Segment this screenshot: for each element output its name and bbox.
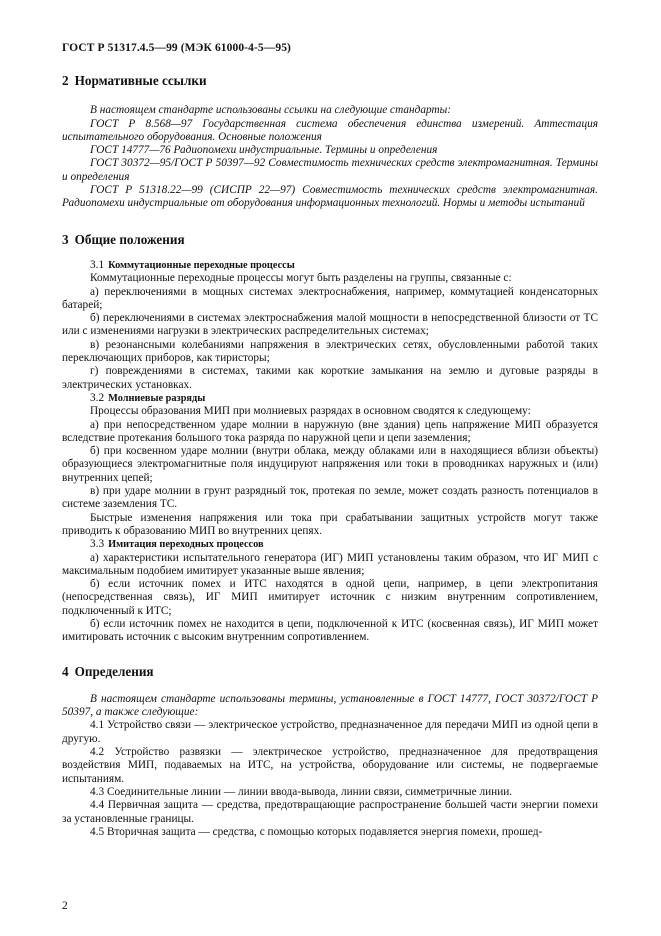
- list-item: б) если источник помех и ИТС находятся в одной цепи, например, в цепи электропитания (непосредственная связь), ИГ МИП имитирует источник с низким внутренним сопротивлением, подключенный к ИТС;: [62, 578, 598, 617]
- subsection-number: 3.3: [90, 538, 105, 551]
- section-number: 4: [62, 663, 69, 679]
- paragraph: Процессы образования МИП при молниевых разрядах в основном сводятся к следующему:: [90, 405, 531, 418]
- subsection-number: 3.2: [90, 391, 105, 404]
- definition-item: 4.2 Устройство развязки — электрическое устройство, предназначенное для предотвращения воздействия МИП, подаваемых на ИТС, на устройства, оборудование или системы, не подвергаемые испытаниям.: [62, 746, 598, 785]
- section-number: 3: [62, 231, 69, 247]
- subsection-3-1-heading: [62, 259, 598, 272]
- paragraph: Коммутационные переходные процессы могут быть разделены на группы, связанные с:: [90, 272, 512, 285]
- definition-item: 4.4 Первичная защита — средства, предотвращающие распространение большей части энергии помехи за установленные границы.: [62, 799, 598, 825]
- list-item: в) при ударе молнии в грунт разрядный ток, протекая по земле, может создать разность потенциалов в системе заземления ТС.: [62, 485, 598, 511]
- list-item: а) при непосредственном ударе молнии в наружную (вне здания) цепь напряжение МИП образуется вследствие протекания большого тока разряда по наружной цепи и цепи заземления;: [62, 418, 598, 444]
- reference-item: ГОСТ 30372—95/ГОСТ Р 50397—92 Совместимость технических средств электромагнитная. Термины и определения: [62, 157, 598, 183]
- subsection-number: 3.1: [90, 258, 105, 271]
- list-item: б) если источник помех не находится в цепи, подключенной к ИТС (косвенная связь), ИГ МИП может имитировать источник с высоким внутренним сопротивлением.: [62, 617, 598, 644]
- paragraph: В настоящем стандарте использованы ссылки на следующие стандарты:: [90, 104, 452, 117]
- definition-item: 4.5 Вторичная защита — средства, с помощью которых подавляется энергия помехи, прошед-: [90, 825, 543, 838]
- subsection-3-3-heading: [62, 538, 598, 551]
- definition-item: 4.1 Устройство связи — электрическое устройство, предназначенное для передачи МИП из одной цепи в другую.: [62, 719, 598, 745]
- section-number: 2: [62, 73, 69, 88]
- list-item: г) повреждениями в системах, такими как короткие замыкания на землю и дуговые разряды в электрических установках.: [62, 365, 598, 391]
- section-2-heading: [62, 74, 598, 87]
- section-title: Общие положения: [74, 231, 185, 247]
- section-title: Нормативные ссылки: [74, 73, 207, 88]
- paragraph: Быстрые изменения напряжения или тока при срабатывании защитных устройств могут также приводить к образованию МИП во внутренних цепях.: [62, 511, 598, 537]
- list-item: б) переключениями в системах электроснабжения малой мощности в непосредственной близости от ТС или с изменениями нагрузки в электрических распределительных системах;: [62, 312, 598, 338]
- subsection-3-2-heading: [62, 392, 598, 405]
- subsection-title: Коммутационные переходные процессы: [108, 259, 295, 271]
- list-item: б) при косвенном ударе молнии (внутри облака, между облаками или в находящиеся вблизи объекты) образующиеся электромагнитные поля индуцируют напряжения или токи в проводниках наружных и (или) внутренних цепей;: [62, 445, 598, 484]
- page-number: 2: [62, 900, 68, 912]
- reference-item: ГОСТ Р 51318.22—99 (СИСПР 22—97) Совместимость технических средств электромагнитная. Радиопомехи индустриальные от оборудования информационных технологий. Нормы и методы испытаний: [62, 184, 598, 210]
- list-item: а) переключениями в мощных системах электроснабжения, например, коммутацией конденсаторных батарей;: [62, 285, 598, 311]
- section-title: Определения: [74, 663, 154, 679]
- page-content: [62, 66, 598, 839]
- section-4-heading: [62, 665, 598, 678]
- section-3-body: [62, 259, 598, 645]
- section-2-body: [62, 104, 598, 210]
- definition-item: 4.3 Соединительные линии — линии ввода-вывода, линии связи, симметричные линии.: [90, 785, 513, 798]
- list-item: в) резонансными колебаниями напряжения в электрических сетях, обусловленными работой таких переключающих приборов, как тиристоры;: [62, 338, 598, 365]
- reference-item: ГОСТ Р 8.568—97 Государственная система обеспечения единства измерений. Аттестация испытательного оборудования. Основные положения: [62, 117, 598, 143]
- running-header: ГОСТ Р 51317.4.5—99 (МЭК 61000-4-5—95): [62, 42, 291, 54]
- reference-item: ГОСТ 14777—76 Радиопомехи индустриальные. Термины и определения: [90, 144, 438, 157]
- section-4-body: [62, 693, 598, 839]
- section-3-heading: [62, 233, 598, 246]
- list-item: а) характеристики испытательного генератора (ИГ) МИП установлены таким образом, что ИГ МИП с максимальным подобием имитирует указанные выше явления;: [62, 551, 598, 577]
- paragraph: В настоящем стандарте использованы термины, установленные в ГОСТ 14777, ГОСТ 30372/ГОСТ Р 50397, а также следующие:: [62, 692, 598, 719]
- subsection-title: Молниевые разряды: [108, 392, 206, 404]
- subsection-title: Имитация переходных процессов: [108, 539, 264, 551]
